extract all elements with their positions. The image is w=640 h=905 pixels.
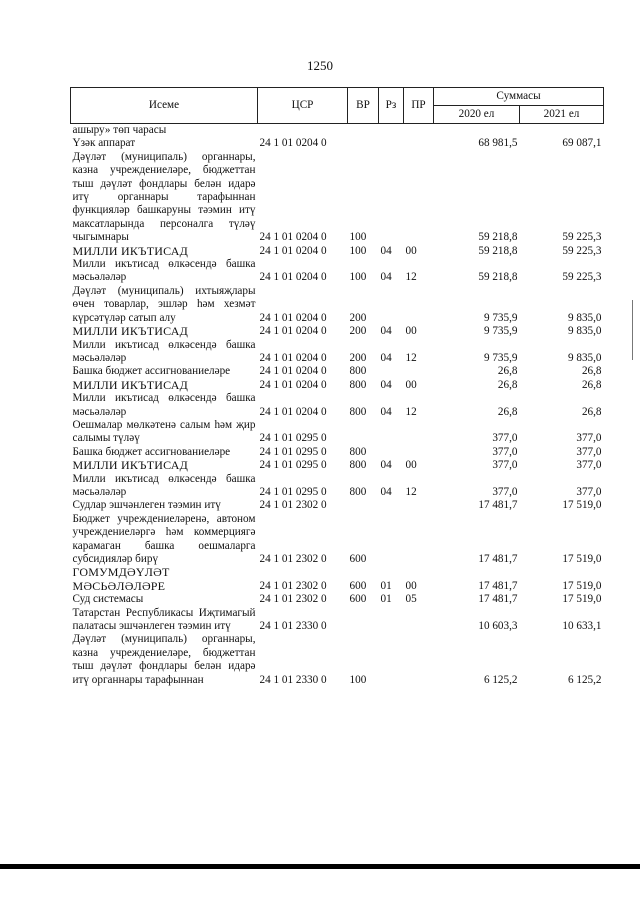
row-vr: 800 [349, 365, 367, 378]
table-row [71, 419, 604, 446]
row-sum-2021: 26,8 [581, 365, 602, 378]
row-name: ашыру» төп чарасы [72, 124, 167, 136]
table-row [71, 151, 604, 245]
row-csr: 24 1 01 0295 0 [259, 445, 327, 458]
row-sum-2020: 26,8 [497, 405, 518, 418]
row-csr: 24 1 01 0204 0 [259, 378, 327, 391]
row-csr: 24 1 01 2302 0 [259, 579, 327, 592]
row-pr: 00 [405, 244, 417, 257]
row-rz: 04 [380, 271, 392, 284]
row-sum-2020: 9 735,9 [483, 351, 518, 364]
table-row [71, 137, 604, 150]
row-sum-2021: 26,8 [581, 405, 602, 418]
row-vr [348, 607, 379, 634]
row-sum-2021: 69 087,1 [562, 137, 602, 150]
row-sum-2021: 377,0 [576, 485, 602, 498]
table-row [71, 566, 604, 593]
row-sum-2020: 68 981,5 [478, 137, 518, 150]
row-sum-2020: 17 481,7 [478, 553, 518, 565]
table-row [71, 379, 604, 392]
row-sum-2021: 9 835,0 [567, 325, 602, 338]
budget-table [70, 87, 604, 687]
row-vr: 100 [349, 244, 367, 257]
table-header [71, 88, 604, 124]
row-sum-2021: 377,0 [576, 445, 602, 458]
row-sum-2020: 59 218,8 [478, 271, 518, 284]
row-csr: 24 1 01 2302 0 [259, 593, 327, 606]
row-name: Татарстан Республикасы Иҗтимагый палатасы эшчәнлеген тәэмин итү [72, 606, 256, 633]
row-rz: 04 [380, 325, 392, 338]
row-sum-2021: 26,8 [581, 378, 602, 391]
row-sum-2020: 26,8 [497, 378, 518, 391]
row-pr [404, 499, 434, 512]
row-vr: 100 [349, 271, 367, 284]
header-year-2020: 2020 ел [434, 106, 520, 124]
row-sum-2021 [520, 124, 604, 138]
table-row [71, 459, 604, 472]
row-vr: 800 [349, 459, 367, 472]
row-pr: 12 [405, 485, 417, 498]
row-name: Бюджет учреждениеләренә, автоном учреждениеләргә һәм коммерциягә карамаган башка оешмаларга субсидияләр бирү [72, 512, 256, 565]
header-pr: ПР [404, 88, 434, 124]
row-sum-2020: 17 481,7 [478, 579, 518, 592]
row-vr: 100 [349, 673, 367, 686]
row-name: Оешмалар мөлкәтенә салым һәм җир салымы түләү [72, 418, 256, 445]
row-name: Милли икътисад өлкәсендә башка мәсьәләләр [72, 258, 256, 284]
row-sum-2021: 17 519,0 [562, 579, 602, 592]
row-csr: 24 1 01 0204 0 [259, 311, 327, 324]
row-sum-2021: 10 633,1 [562, 620, 602, 633]
row-rz [379, 419, 404, 446]
row-csr: 24 1 01 2302 0 [259, 499, 327, 512]
row-sum-2021: 59 225,3 [562, 231, 602, 244]
row-csr: 24 1 01 0295 0 [259, 459, 327, 472]
row-csr [258, 124, 348, 138]
row-pr [404, 151, 434, 245]
row-name: Башка бюджет ассигнованиеләре [72, 365, 231, 378]
table-row [71, 392, 604, 419]
row-csr: 24 1 01 0204 0 [259, 365, 327, 378]
row-rz [379, 633, 404, 687]
row-vr: 200 [349, 325, 367, 338]
table-row [71, 285, 604, 325]
row-pr: 00 [405, 325, 417, 338]
row-rz [379, 607, 404, 634]
row-sum-2020: 10 603,3 [478, 620, 518, 633]
row-sum-2020: 26,8 [497, 365, 518, 378]
row-rz [379, 285, 404, 325]
row-sum-2020: 17 481,7 [478, 593, 518, 606]
row-vr [348, 499, 379, 512]
row-pr: 05 [405, 593, 417, 606]
row-name: МИЛЛИ ИКЪТИСАД [72, 458, 188, 473]
table-row [71, 473, 604, 500]
row-csr: 24 1 01 0204 0 [259, 271, 327, 284]
table-body [71, 124, 604, 688]
row-sum-2020: 59 218,8 [478, 244, 518, 257]
row-rz: 04 [380, 405, 392, 418]
row-rz [379, 365, 404, 378]
table-row [71, 325, 604, 338]
row-sum-2020: 9 735,9 [483, 311, 518, 324]
row-sum-2021: 377,0 [576, 432, 602, 445]
row-name: Милли икътисад өлкәсендә башка мәсьәләләр [72, 338, 256, 364]
row-sum-2020: 377,0 [492, 445, 518, 458]
row-rz: 01 [380, 593, 392, 606]
row-rz: 04 [380, 351, 392, 364]
row-vr: 100 [349, 231, 367, 244]
row-name: МИЛЛИ ИКЪТИСАД [72, 377, 188, 392]
row-name: Дәүләт (муниципаль) органнары, казна учреждениеләре, бюджеттан тыш дәүләт фондлары белән идарә итү органнары тарафыннан [72, 633, 256, 686]
row-pr: 12 [405, 351, 417, 364]
row-name: Милли икътисад өлкәсендә башка мәсьәләләр [72, 472, 256, 498]
row-pr: 12 [405, 405, 417, 418]
row-pr: 12 [405, 271, 417, 284]
row-pr: 00 [405, 378, 417, 391]
row-sum-2021: 6 125,2 [567, 673, 602, 686]
row-csr: 24 1 01 0204 0 [259, 137, 327, 150]
row-sum-2020: 9 735,9 [483, 325, 518, 338]
row-vr [348, 137, 379, 150]
row-sum-2021: 59 225,3 [562, 271, 602, 284]
row-rz [379, 124, 404, 138]
row-pr: 00 [405, 459, 417, 472]
row-pr [404, 513, 434, 567]
row-pr [404, 137, 434, 150]
row-rz [379, 137, 404, 150]
row-sum-2021: 17 519,0 [562, 593, 602, 606]
table-row [71, 633, 604, 687]
row-csr: 24 1 01 0204 0 [259, 244, 327, 257]
row-sum-2021: 377,0 [576, 459, 602, 472]
row-vr: 200 [349, 351, 367, 364]
row-sum-2020: 377,0 [492, 432, 518, 445]
row-sum-2021: 17 519,0 [562, 553, 602, 565]
row-sum-2020: 6 125,2 [483, 673, 518, 686]
row-csr: 24 1 01 0295 0 [259, 432, 327, 445]
row-vr [348, 124, 379, 138]
page-number: 1250 [307, 58, 333, 73]
table-row [71, 339, 604, 366]
row-vr: 800 [349, 445, 367, 458]
header-year-2021: 2021 ел [520, 106, 604, 124]
table-row [71, 513, 604, 567]
row-pr [404, 124, 434, 138]
scan-edge-mark [632, 300, 633, 360]
row-sum-2020: 59 218,8 [478, 231, 518, 244]
row-csr: 24 1 01 0204 0 [259, 231, 327, 244]
row-vr: 200 [349, 311, 367, 324]
row-sum-2021: 9 835,0 [567, 311, 602, 324]
row-name: Башка бюджет ассигнованиеләре [72, 445, 231, 458]
row-rz: 04 [380, 459, 392, 472]
row-rz: 04 [380, 244, 392, 257]
row-sum-2021: 17 519,0 [562, 499, 602, 512]
row-csr: 24 1 01 0204 0 [259, 351, 327, 364]
row-sum-2020: 17 481,7 [478, 499, 518, 512]
row-rz [379, 446, 404, 459]
row-name: МИЛЛИ ИКЪТИСАД [72, 324, 188, 339]
row-pr [404, 419, 434, 446]
header-vr: ВР [348, 88, 379, 124]
table-row [71, 499, 604, 512]
row-pr [404, 365, 434, 378]
row-name: МИЛЛИ ИКЪТИСАД [72, 243, 188, 258]
table-row [71, 365, 604, 378]
row-rz [379, 513, 404, 567]
row-pr [404, 285, 434, 325]
row-pr [404, 607, 434, 634]
row-name: Милли икътисад өлкәсендә башка мәсьәләләр [72, 392, 256, 418]
row-sum-2020: 377,0 [492, 459, 518, 472]
row-sum-2021: 59 225,3 [562, 244, 602, 257]
row-vr: 800 [349, 485, 367, 498]
row-name: Суд системасы [72, 593, 144, 606]
row-name: Судлар эшчәнлеген тәэмин итү [72, 499, 221, 512]
row-vr: 600 [349, 593, 367, 606]
row-pr: 00 [405, 579, 417, 592]
header-sums: Суммасы [434, 88, 604, 106]
row-sum-2021: 9 835,0 [567, 351, 602, 364]
header-name: Исеме [71, 88, 258, 124]
row-pr [404, 633, 434, 687]
row-pr [404, 446, 434, 459]
row-csr: 24 1 01 2330 0 [259, 620, 327, 633]
row-rz [379, 499, 404, 512]
table-row [71, 607, 604, 634]
row-csr: 24 1 01 2302 0 [259, 553, 327, 565]
bottom-border [0, 864, 640, 869]
row-sum-2020 [434, 124, 520, 138]
table-row [71, 446, 604, 459]
row-vr: 800 [349, 378, 367, 391]
row-sum-2020: 377,0 [492, 485, 518, 498]
table-row [71, 593, 604, 606]
row-name: Дәүләт (муниципаль) ихтыяҗлары өчен товарлар, эшләр һәм хезмәт күрсәтүләр сатып алу [72, 284, 256, 324]
row-rz [379, 151, 404, 245]
row-csr: 24 1 01 0204 0 [259, 405, 327, 418]
header-rz: Рз [379, 88, 404, 124]
row-vr: 600 [349, 553, 367, 565]
header-csr: ЦСР [258, 88, 348, 124]
row-csr: 24 1 01 0295 0 [259, 485, 327, 498]
row-name: ГОМУМДӘҮЛӘТ МӘСЬӘЛӘЛӘРЕ [72, 565, 170, 593]
row-vr: 800 [349, 405, 367, 418]
row-vr: 600 [349, 579, 367, 592]
row-vr [348, 419, 379, 446]
row-name: Дәүләт (муниципаль) органнары, казна учреждениеләре, бюджеттан тыш дәүләт фондлары белән идарә итү органнары тарафыннан функцияләр башкаруны тәэмин итү максатларында персоналга түләү чыгымнары [72, 150, 256, 244]
row-csr: 24 1 01 0204 0 [259, 325, 327, 338]
table-row [71, 124, 604, 138]
table-row [71, 258, 604, 285]
row-rz: 01 [380, 579, 392, 592]
row-name: Үзәк аппарат [72, 137, 136, 150]
row-rz: 04 [380, 378, 392, 391]
row-rz: 04 [380, 485, 392, 498]
row-csr: 24 1 01 2330 0 [259, 673, 327, 686]
table-row [71, 245, 604, 258]
